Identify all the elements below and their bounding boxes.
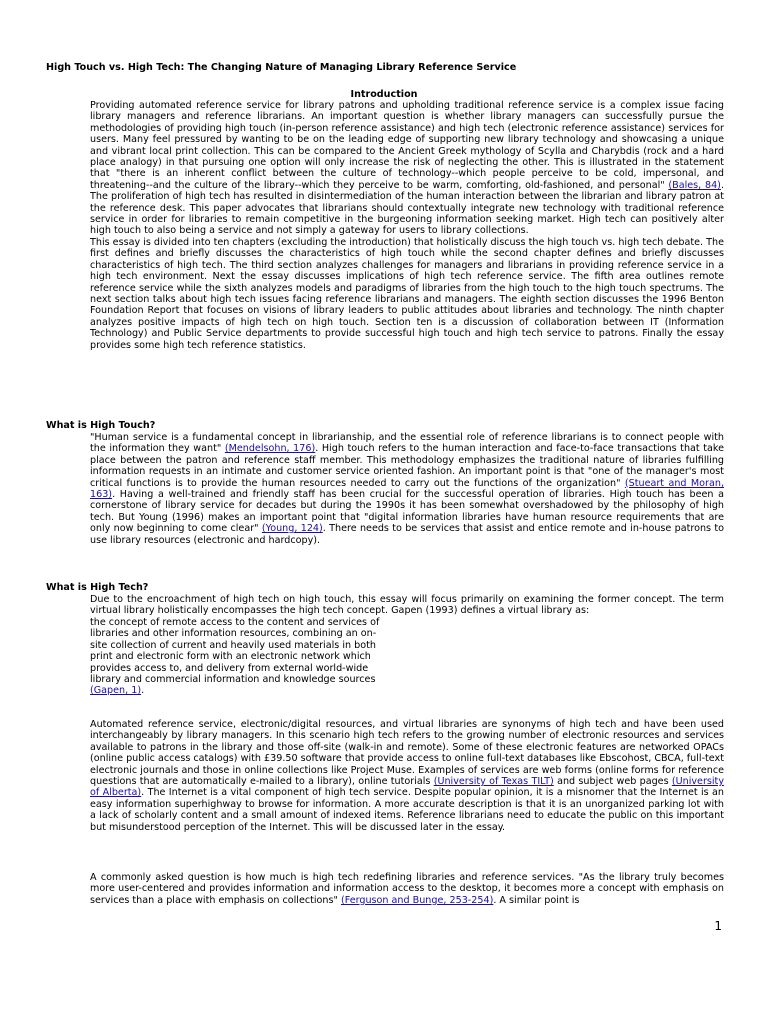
text-run: . There needs to be services that assist and entice remote and in-house patrons to use library resources (electronic and hardcopy). — [90, 523, 724, 546]
citation-link-ferguson-bunge[interactable]: (Ferguson and Bunge, 253-254) — [340, 894, 494, 906]
text-run: . Having a well-trained and friendly staff has been crucial for the successful operation of libraries. High touch has been a cornerstone of library service for decades but during the 1990s it has been somewhat overshadowed by the philosophy of high tech. But Young (1996) makes an important point that "digital information libraries have human resource requirements that are only now beginning to come clear" — [90, 489, 724, 535]
text-run: . The proliferation of high tech has resulted in disintermediation of the human interaction between the librarian and library patron at the reference desk. This paper advocates that librarians should contextually integrate new technology with traditional reference service in order for libraries to remain competitive in the burgeoning information seeking market. High tech can positively alter high touch to also being a service and not simply a gateway for users to library collections. — [90, 179, 724, 237]
citation-link-ut-tilt[interactable]: (University of Texas TILT) — [433, 776, 554, 788]
introduction-paragraph-1 — [90, 100, 724, 237]
citation-link-mendelsohn[interactable]: (Mendelsohn, 176) — [224, 443, 316, 455]
high-tech-paragraph-2 — [90, 719, 724, 833]
high-tech-paragraph-3 — [90, 872, 724, 906]
text-run: and subject web pages — [553, 776, 672, 788]
citation-link-gapen[interactable]: (Gapen, 1) — [90, 685, 142, 697]
high-tech-body-2 — [90, 719, 724, 833]
high-touch-body — [90, 432, 724, 546]
introduction-paragraph-2: This essay is divided into ten chapters (excluding the introduction) that holistically discuss the high touch vs. high tech debate. The first defines and briefly discusses the characteristics of high touch while the second chapter defines and briefly discusses characteristics of high tech. The third section analyzes challenges for managers and librarians in providing reference service in a high tech environment. Next the essay discusses implications of high tech reference service. The fifth area outlines remote reference service while the sixth analyzes models and paradigms of libraries from the high touch to the high touch spectrums. The next section talks about high tech issues facing reference librarians and managers. The eighth section discusses the 1996 Benton Foundation Report that focuses on visions of library leaders to public attitudes about libraries and technology. The ninth chapter analyzes positive impacts of high tech on high touch. Section ten is a discussion of collaboration between IT (Information Technology) and Public Service departments to provide successful high touch and high tech service to patrons. Finally the essay provides some high tech reference statistics. — [90, 236, 724, 351]
high-tech-intro-paragraph: Due to the encroachment of high tech on high touch, this essay will focus primarily on examining the former concept. The term virtual library holistically encompasses the high tech concept. Gapen (1993) defines a virtual library as: — [90, 594, 724, 617]
document-title: High Touch vs. High Tech: The Changing Nature of Managing Library Reference Service — [46, 62, 517, 73]
quote-end: . — [141, 685, 145, 697]
citation-link-u-alberta[interactable]: (University of Alberta) — [90, 776, 724, 799]
text-run: . The Internet is a vital component of high tech service. Despite popular opinion, it is a misnomer that the Internet is an easy information superhighway to browse for information. A more accurate description is that it is an unorganized parking lot with a lack of scholarly content and a small amount of indexed items. Reference librarians need to educate the public on this important but misunderstood perception of the Internet. This will be discussed later in the essay. — [90, 787, 724, 833]
citation-link-young[interactable]: (Young, 124) — [261, 523, 323, 535]
high-tech-body-3 — [90, 872, 724, 906]
citation-link-stueart-moran[interactable]: (Stueart and Moran, 163) — [90, 477, 724, 501]
high-tech-intro — [90, 594, 724, 617]
text-run: Providing automated reference service for library patrons and upholding traditional reference service is a complex issue facing library managers and reference librarians. An important question is whether library managers can successfully pursue the methodologies of providing high touch (in-person reference assistance) and high tech (electronic reference assistance) services for users. Many feel pressured by wanting to be on the leading edge of supporting new library technology and showcasing a unique and vibrant local print collection. This can be compared to the Ancient Greek mythology of Scylla and Charybdis (rock and a hard place analogy) in that pursuing one option will only increase the risk of neglecting the other. This is illustrated in the statement that "there is an inherent conflict between the culture of technology--which people perceive to be cold, impersonal, and threatening--and the culture of the library--which they perceive to be warm, comforting, old-fashioned, and personal" — [90, 100, 724, 191]
high-tech-heading: What is High Tech? — [46, 582, 149, 593]
text-run: A commonly asked question is how much is high tech redefining libraries and reference services. "As the library truly becomes more user-centered and provides information and information access to the desktop, it becomes more a concept with emphasis on services than a place with emphasis on collections" — [90, 872, 724, 906]
high-touch-heading: What is High Touch? — [46, 420, 156, 431]
text-run: Automated reference service, electronic/digital resources, and virtual libraries are synonyms of high tech and have been used interchangeably by library managers. In this scenario high tech refers to the growing number of electronic resources and services available to patrons in the library and those off-site (walk-in and remote). Some of these electronic features are networked OPACs (online public access catalogs) with £39.50 software that provide access to online full-text databases like Ebscohost, CBCA, full-text electronic journals and those in online collections like Project Muse. Examples of services are web forms (online forms for reference questions that are automatically e-mailed to a library), online tutorials — [90, 719, 724, 788]
high-touch-paragraph — [90, 432, 724, 546]
text-run: "Human service is a fundamental concept in librarianship, and the essential role of reference librarians is to connect people with the information they want" — [90, 432, 724, 455]
text-run: . A similar point is — [493, 894, 580, 906]
text-run: . High touch refers to the human interaction and face-to-face transactions that take place between the patron and reference staff member. This methodology emphasizes the traditional nature of libraries fulfilling information requests in an intimate and customer service oriented fashion. An important point is that "one of the manager's most critical functions is to provide the human resources needed to carry out the functions of the organization" — [90, 443, 724, 489]
introduction-heading: Introduction — [350, 89, 418, 100]
virtual-library-definition-quote — [90, 617, 390, 697]
page-number: 1 — [714, 919, 722, 933]
citation-link-bales[interactable]: (Bales, 84) — [668, 179, 721, 191]
introduction-body — [90, 100, 724, 351]
quote-text: the concept of remote access to the content and services of libraries and other information resources, combining an on-site collection of current and heavily used materials in both print and electronic form with an electronic network which provides access to, and delivery from external world-wide library and commercial information and knowledge sources — [90, 617, 380, 686]
